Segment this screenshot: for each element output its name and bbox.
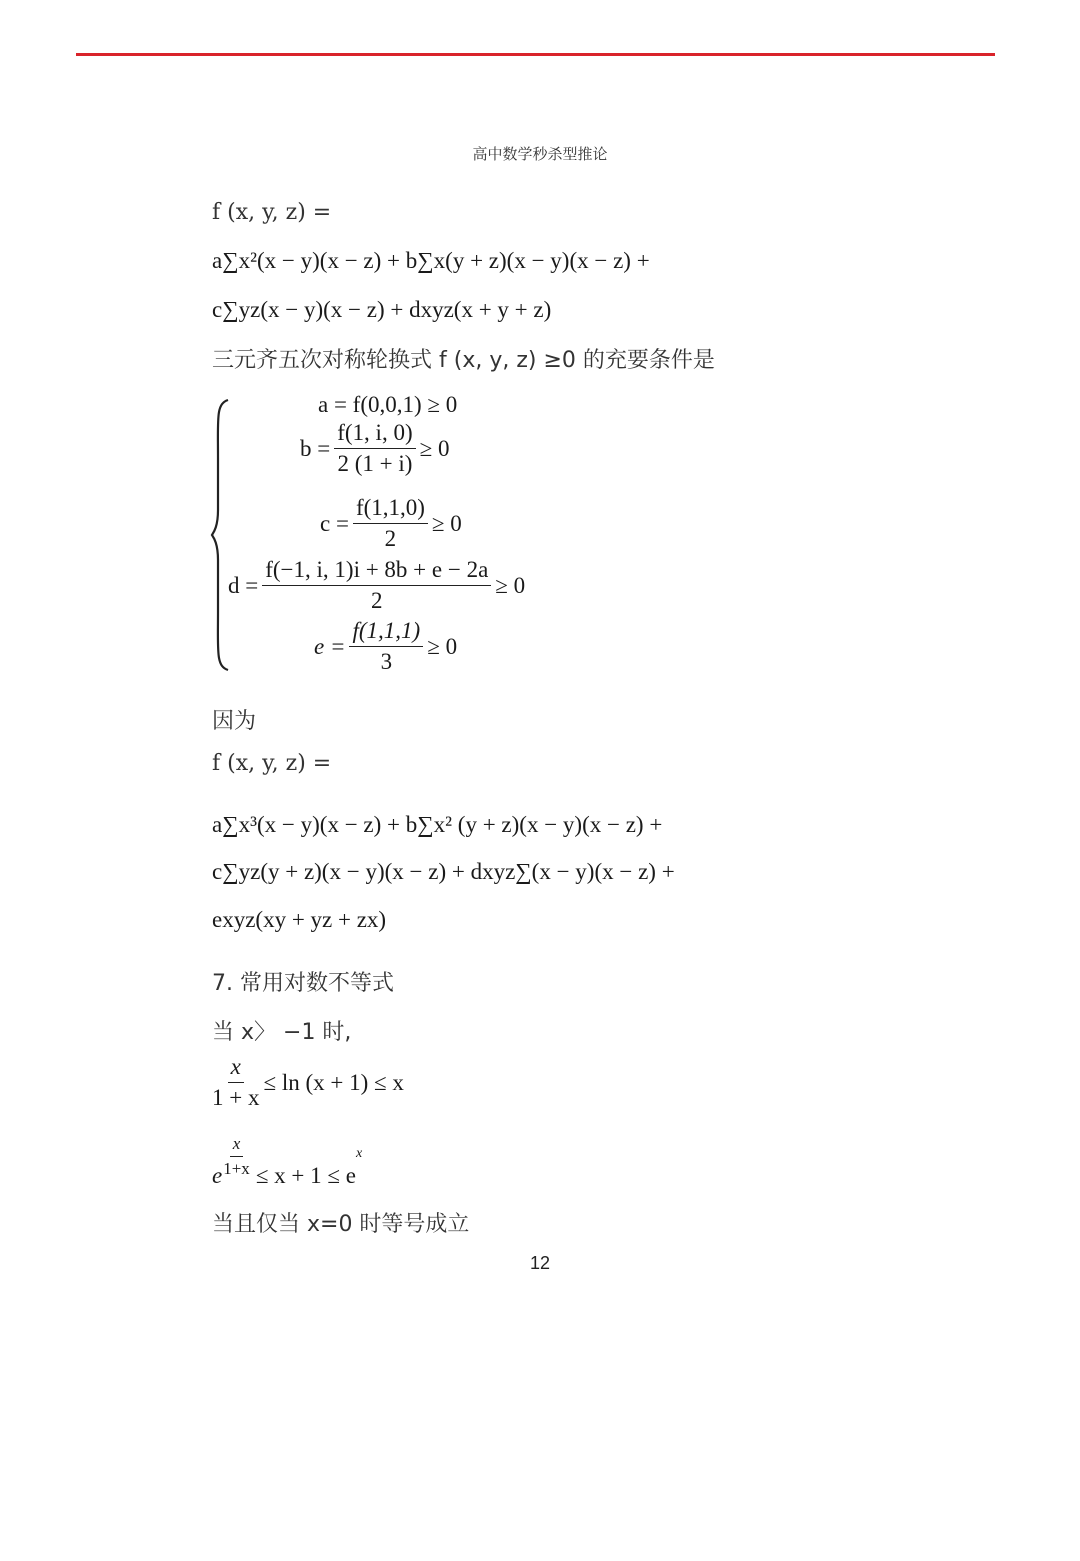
condition-d [228,557,525,614]
log-inequality-2-exp-numerator: x [230,1134,244,1157]
log-inequality-1-rest: ≤ ln (x + 1) ≤ x [263,1069,404,1095]
condition-e-numerator: f(1,1,1) [349,618,423,647]
formula-line-1: a∑x²(x − y)(x − z) + b∑x(y + z)(x − y)(x − z) + [212,248,650,273]
condition-e-fraction [349,618,423,675]
condition-a: a = f(0,0,1) ≥ 0 [318,392,458,417]
condition-b-denominator: 2 (1 + i) [337,451,413,476]
condition-b [300,420,449,477]
log-inequality-2-exp-denominator: 1+x [223,1159,250,1178]
left-brace-icon [210,398,232,672]
condition-d-rhs: ≥ 0 [495,572,526,598]
log-inequality-2 [212,1134,362,1189]
condition-c-fraction [353,495,428,552]
condition-b-fraction [334,420,415,477]
equality-condition: 当且仅当 x=0 时等号成立 [212,1212,470,1237]
log-inequality-2-last-exp: x [356,1146,363,1161]
log-inequality-1-fraction [212,1054,259,1111]
page-number: 12 [529,1253,551,1273]
f-definition-2: f (x, y, z) = [212,751,332,776]
condition-b-numerator: f(1, i, 0) [334,420,415,449]
condition-c-denominator: 2 [384,526,397,551]
condition-b-lhs: b = [300,435,331,461]
condition-when: 当 x〉 −1 时, [212,1020,352,1045]
log-inequality-1-denominator: 1 + x [212,1085,260,1110]
condition-e-lhs: e = [314,633,346,659]
condition-d-lhs: d = [228,572,259,598]
condition-c [320,495,462,552]
log-inequality-2-base: e [212,1163,223,1188]
condition-statement: 三元齐五次对称轮换式 f (x, y, z) ≥0 的充要条件是 [212,348,715,373]
formula2-line-1: a∑x³(x − y)(x − z) + b∑x² (y + z)(x − y)(x − z) + [212,812,663,837]
condition-d-numerator: f(−1, i, 1)i + 8b + e − 2a [262,557,491,586]
condition-c-lhs: c = [320,510,349,536]
condition-d-denominator: 2 [371,588,383,613]
condition-d-fraction [262,557,491,614]
formula2-line-3: exyz(xy + yz + zx) [212,907,387,932]
because-label: 因为 [212,709,257,734]
log-inequality-2-exponent [223,1134,250,1179]
condition-e-rhs: ≥ 0 [427,633,458,659]
condition-e [314,618,457,675]
header-rule [76,53,995,56]
log-inequality-2-rest: ≤ x + 1 ≤ e [255,1163,356,1188]
condition-c-numerator: f(1,1,0) [353,495,428,524]
condition-e-denominator: 3 [380,649,393,674]
log-inequality-1-numerator: x [228,1054,244,1083]
formula2-line-2: c∑yz(y + z)(x − y)(x − z) + dxyz∑(x − y)(x − z) + [212,859,675,884]
section-7-heading: 7. 常用对数不等式 [212,971,394,996]
condition-c-rhs: ≥ 0 [431,510,462,536]
page-header-title: 高中数学秒杀型推论 [472,145,608,163]
formula-line-2: c∑yz(x − y)(x − z) + dxyz(x + y + z) [212,297,552,322]
log-inequality-1 [208,1054,404,1111]
f-definition-1: f (x, y, z) = [212,200,332,225]
condition-b-rhs: ≥ 0 [419,435,450,461]
